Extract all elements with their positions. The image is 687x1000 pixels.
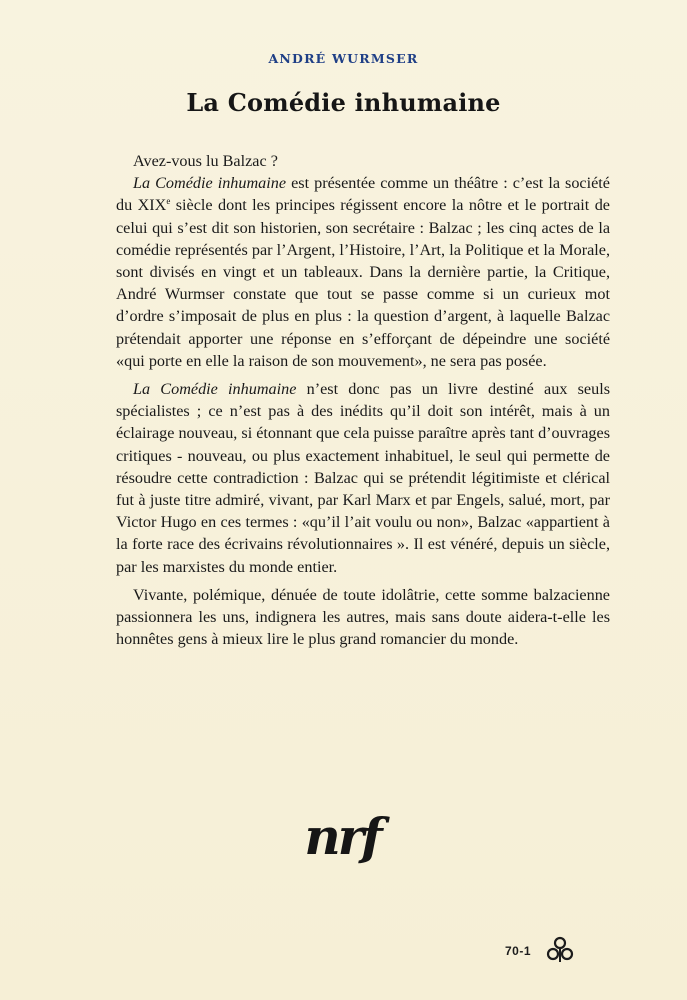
- book-title: La Comédie inhumaine: [186, 88, 501, 117]
- author-name: ANDRÉ WURMSER: [268, 51, 419, 66]
- paragraph-2-text-a: est présentée comme un théâtre : c’est la société du XIX: [116, 174, 610, 215]
- title-mention: La Comédie inhumaine: [133, 380, 297, 399]
- century-superscript: e: [166, 196, 171, 207]
- blurb-paragraph-1: Avez-vous lu Balzac ?: [133, 152, 278, 170]
- paragraph-2-text-b: siècle dont les principes régissent encore la nôtre et le portrait de celui qui s’est dit son historien, son secrétaire : Balzac ; les cinq actes de la comédie représentés par l’Argent, l’Histoire, l’Art, la Politique et la Morale, sont divisés en vingt et un tableaux. Dans la dernière partie, la Critique, André Wurmser constate que tout se passe comme si un curieux mot d’ordre s’imposait de plus en plus : la question d’argent, à laquelle Balzac prétendait apporter une réponse en s’efforçant de dépeindre une société «qui porte en elle la raison de son mouvement», ne sera pas posée.: [116, 196, 610, 370]
- paragraph-3-text: n’est donc pas un livre destiné aux seuls spécialistes ; ce n’est pas à des inédits qu’il doit son intérêt, mais à un éclairage nouveau, si étonnant que cela puisse paraître après tant d’ouvrages critiques - nouveau, ou plus exactement inhabituel, le seul qui permette de résoudre cette contradiction : Balzac qui se prétendit légitimiste et clérical fut à juste titre admiré, vivant, par Karl Marx et par Engels, salué, mort, par Victor Hugo en ces termes : «qu’il l’ait voulu ou non», Balzac «appartient à la forte race des écrivains révolutionnaires ». Il est vénéré, depuis un siècle, par les marxistes du monde entier.: [116, 380, 610, 576]
- blurb-paragraph-2: [116, 172, 610, 372]
- blurb-paragraph-4: Vivante, polémique, dénuée de toute idolâtrie, cette somme balzacienne passionnera les uns, indignera les autres, mais sans doute aidera-t-elle les honnêtes gens à mieux lire le plus grand romancier du monde.: [116, 585, 610, 649]
- title-mention: La Comédie inhumaine: [133, 174, 287, 193]
- publisher-emblem-icon: [545, 935, 575, 963]
- blurb-text: [116, 150, 610, 656]
- blurb-paragraph-3: [116, 378, 610, 578]
- nrf-logo: nrf: [304, 807, 380, 866]
- catalog-code: 70-1: [505, 944, 532, 958]
